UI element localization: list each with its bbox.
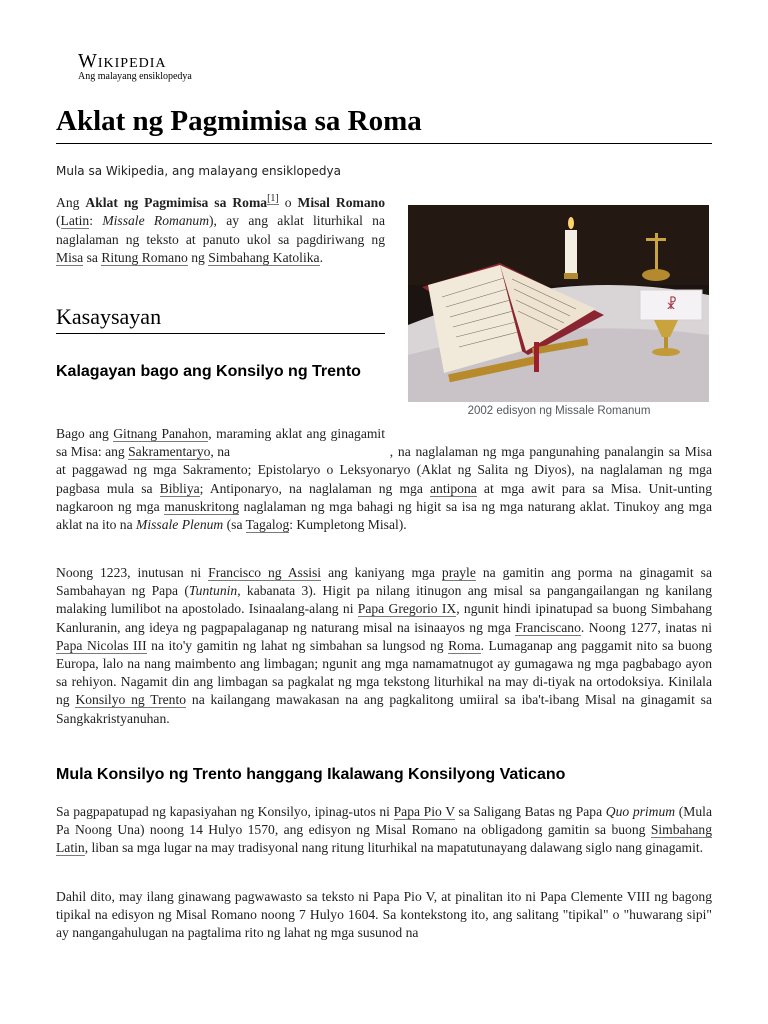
italic-term: Missale Plenum <box>136 517 224 533</box>
text: , na naglalaman ng mga pangunahing panalangin sa Misa at paggawad ng mga Sakramento; Epistolaryo o Leksyonaryo (Aklat ng Salita ng Diyos), na naglalaman ng mga pagbasa mula sa <box>56 444 712 496</box>
link-konsilyo-ng-trento[interactable]: Konsilyo ng Trento <box>75 692 187 708</box>
text: na ito'y gamitin ng lahat ng simbahan sa lungsod ng <box>146 637 449 653</box>
paragraph-3 <box>56 803 712 858</box>
italic-term: Missale Romanum <box>102 213 210 229</box>
text: na kailangang mawakasan na ang pagkalitong umiiral sa iba't-ibang Misal na ginagamit sa Sangkakristyanuhan. <box>56 692 713 726</box>
text: Dahil dito, may ilang ginawang pagwawasto sa teksto ni Papa Pio V, at pinalitan ito ni Papa Clemente VIII ng bagong tipikal na edisyon ng Misal Romano noong 7 Hulyo 1604. Sa kontekstong ito, ang salitang "tipikal" o "huwarang sipi" ay nangangahulugan na pagtalima rito ng lahat ng mga susunod na <box>56 889 712 941</box>
link-francisco-ng-assisi[interactable]: Francisco ng Assisi <box>208 565 322 580</box>
link-papa-pio-v[interactable]: Papa Pio V <box>393 804 455 819</box>
link-tagalog[interactable]: Tagalog <box>245 517 290 533</box>
link-prayle[interactable]: prayle <box>441 565 476 580</box>
text: (Mula Pa Noong Una) noong 14 Hulyo 1570, ang edisyon ng Misal Romano na obligadong gamitin sa buong <box>56 804 712 838</box>
link-franciscano[interactable]: Franciscano <box>515 619 581 635</box>
text: , ngunit hindi ipinatupad sa buong Simbahang Kanluranin, ang ideya ng pagpapalaganap ng naturang misal na isinaayos ng mga <box>56 601 712 635</box>
text: , liban sa mga lugar na may tradisyonal nang ritung liturhikal na mapatutunayang dalawang siglo nang ginagamit. <box>84 840 704 856</box>
paragraph-1-start: Bago ang Gitnang Panahon, maraming aklat ang ginagamit sa Misa: ang Sakramentaryo, na <box>56 426 385 460</box>
text: : <box>89 213 103 229</box>
text: ), ay ang aklat liturhikal na naglalaman ng teksto at panuto ukol sa pagdiriwang ng <box>56 213 385 247</box>
wikipedia-logo[interactable] <box>78 50 192 82</box>
text: Bago ang <box>56 426 114 441</box>
text: na gamitin ang porma na ginagamit sa Sambahayan ng Papa ( <box>56 565 712 599</box>
text: , kabanata 3). Higit pa nilang itinugon ang misal sa pangangailangan ng kanilang malaking lumilibot na apostolado. Isinaalang-alang ni <box>56 583 713 617</box>
italic-term: Quo primum <box>605 804 676 819</box>
link-manuskritong[interactable]: manuskritong <box>164 498 240 514</box>
figure <box>408 205 710 417</box>
logo-tagline: Ang malayang ensiklopedya <box>78 71 192 82</box>
text: . Lumaganap ang paggamit nito sa buong Europa, lalo na nang maimbento ang limbagan; ngunit ang mga namamatnugot ay gumagawa ng mga pagbabago ayon sa rehiyon. Nagamit din ang limbagan sa pagkalat ng mga tekstong liturhikal na may di-tiyak na ortodoksiya. Kinilala ng <box>56 637 713 708</box>
text: ang kaniyang mga <box>321 565 442 580</box>
bold-term: Misal Romano <box>297 195 386 210</box>
text: Noong 1223, inutusan ni <box>56 565 209 580</box>
paragraph-2 <box>56 564 712 728</box>
text: Sa pagpapatupad ng kapasiyahan ng Konsilyo, ipinag-utos ni <box>56 804 394 819</box>
link-bibliya[interactable]: Bibliya <box>159 480 200 496</box>
lead-paragraph <box>56 194 385 268</box>
figure-caption: 2002 edisyon ng Missale Romanum <box>467 405 651 417</box>
text: , maraming aklat ang ginagamit sa Misa: ang <box>56 426 385 460</box>
link-papa-nicolas-iii[interactable]: Papa Nicolas III <box>56 637 147 653</box>
paragraph-4 <box>56 888 712 943</box>
text: ng <box>187 250 209 266</box>
text: ( <box>56 213 61 229</box>
link-simbahang-latin[interactable]: Simbahang Latin <box>56 822 712 856</box>
bold-term: Aklat ng Pagmimisa sa Roma <box>85 195 268 210</box>
text: o <box>278 195 298 210</box>
site-subtitle: Mula sa Wikipedia, ang malayang ensiklopedya <box>56 164 341 178</box>
text: naglalaman ng mga bahagi ng higit sa isa ng mga naturang aklat. Tinukoy ang mga aklat na ito na <box>56 498 712 533</box>
link-gitnang-panahon[interactable]: Gitnang Panahon <box>113 426 209 441</box>
text: : Kumpletong Misal). <box>289 517 407 533</box>
link-simbahang-katolika[interactable]: Simbahang Katolika <box>208 250 320 266</box>
subsection-heading-mula-konsilyo: Mula Konsilyo ng Trento hanggang Ikalawang Konsilyong Vaticano <box>56 766 566 783</box>
link-papa-gregorio-ix[interactable]: Papa Gregorio IX <box>357 601 457 617</box>
text: at mga awit para sa Misa. Unit-unting nagkaroon ng mga <box>56 480 712 514</box>
text: ; Antiponaryo, na naglalaman ng mga <box>199 480 430 496</box>
link-misa[interactable]: Misa <box>56 250 84 266</box>
link-sakramentaryo[interactable]: Sakramentaryo <box>128 444 211 460</box>
missal-photo[interactable] <box>408 205 709 402</box>
text: sa <box>83 250 102 266</box>
link-roma[interactable]: Roma <box>448 637 481 653</box>
svg-text:☧: ☧ <box>666 297 677 313</box>
subsection-heading-kalagayan: Kalagayan bago ang Konsilyo ng Trento <box>56 363 361 380</box>
paragraph-1 <box>56 425 712 534</box>
text: . Noong 1277, inatas ni <box>580 619 712 635</box>
reference-link[interactable] <box>267 193 279 205</box>
text: sa Saligang Batas ng Papa <box>454 804 606 819</box>
link-latin[interactable]: Latin <box>60 213 90 229</box>
text: Ang <box>56 195 86 210</box>
link-antipona[interactable]: antipona <box>430 480 477 496</box>
text: . <box>319 250 323 266</box>
logo-wordmark: Wikipedia <box>78 50 167 72</box>
text: (sa <box>223 517 246 533</box>
section-heading-kasaysayan: Kasaysayan <box>56 303 385 334</box>
link-ritung-romano[interactable]: Ritung Romano <box>101 250 188 266</box>
italic-term: Tuntunin <box>188 583 238 599</box>
ref-1[interactable]: [1] <box>267 193 279 205</box>
page-title: Aklat ng Pagmimisa sa Roma <box>56 103 712 144</box>
